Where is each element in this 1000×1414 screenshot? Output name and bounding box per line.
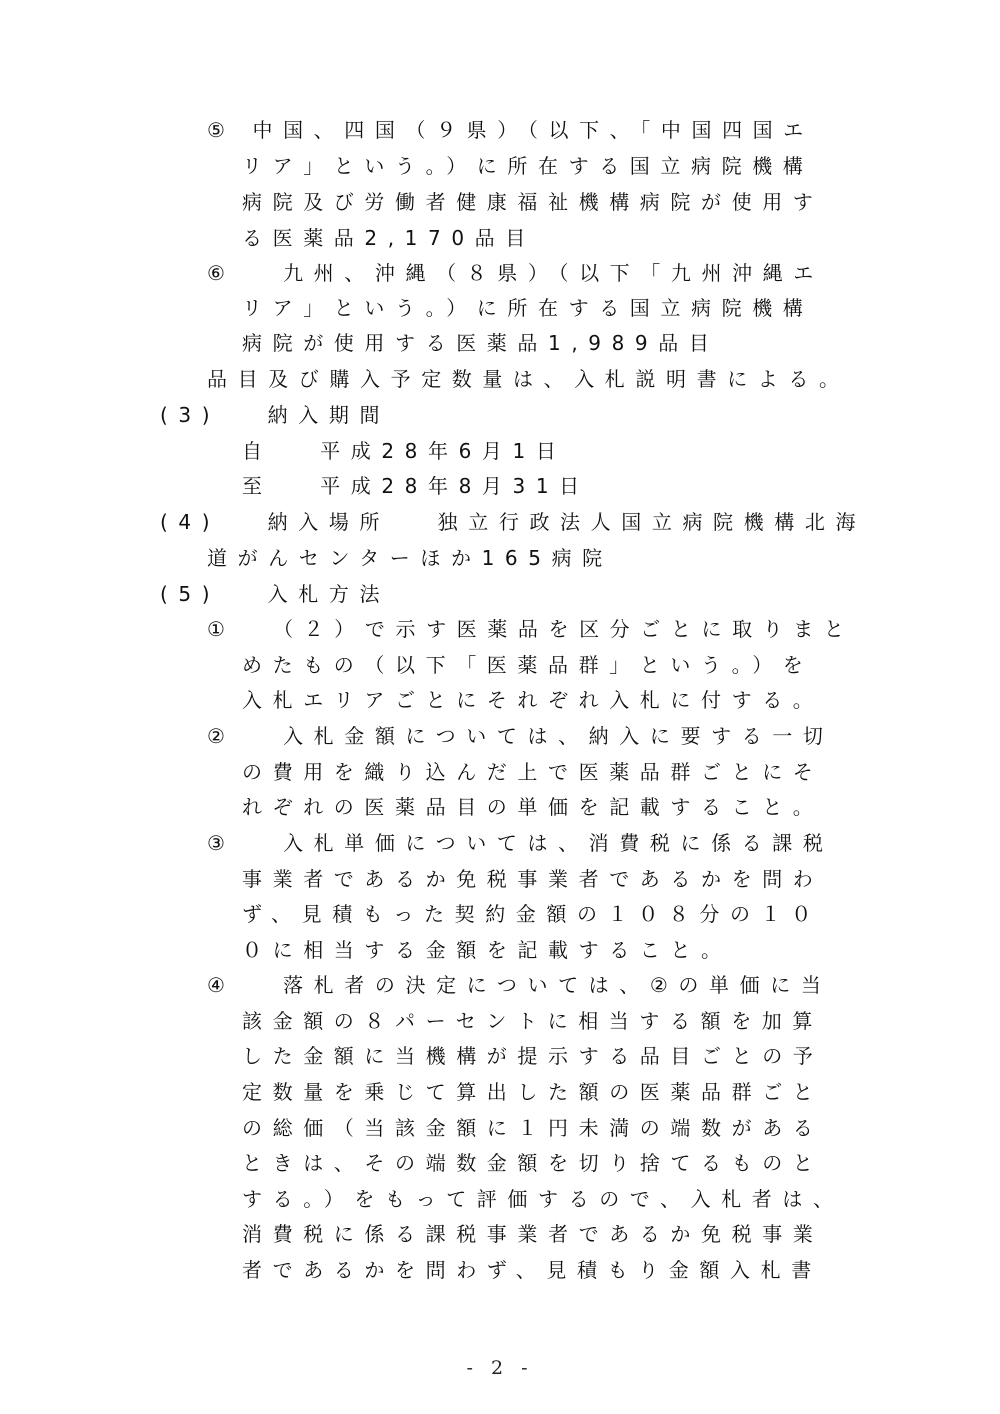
section-heading: (4) 納入場所 独立行政法人国立病院機構北海 xyxy=(160,510,867,534)
text-line: めたもの（以下「医薬品群」という。）を xyxy=(242,653,814,677)
text-line: ④ 落札者の決定については、②の単価に当 xyxy=(207,973,832,997)
text-line: 品目及び購入予定数量は、入札説明書による。 xyxy=(207,367,850,391)
text-line: 道がんセンターほか165病院 xyxy=(207,546,613,570)
text-line: 定数量を乗じて算出した額の医薬品群ごと xyxy=(242,1080,824,1104)
text-line: ⑥ 九州、沖縄（８県）（以下「九州沖縄エ xyxy=(207,261,824,285)
text-line: 病院が使用する医薬品1,989品目 xyxy=(242,331,720,355)
text-line: リア」という。）に所在する国立病院機構 xyxy=(242,296,814,320)
text-line: の総価（当該金額に１円未満の端数がある xyxy=(242,1116,824,1140)
text-line: ず、見積もった契約金額の１０８分の１０ xyxy=(242,902,822,926)
section-heading: (5) 入札方法 xyxy=(160,582,391,606)
section-heading: (3) 納入期間 xyxy=(160,403,391,427)
text-line: した金額に当機構が提示する品目ごとの予 xyxy=(242,1044,824,1068)
text-line: 入札エリアごとにそれぞれ入札に付する。 xyxy=(242,688,824,712)
text-line: 自 平成28年6月1日 xyxy=(242,439,567,463)
text-line: 者であるかを問わず、見積もり金額入札書 xyxy=(242,1258,822,1282)
text-line: れぞれの医薬品目の単価を記載すること。 xyxy=(242,795,824,819)
text-line: の費用を織り込んだ上で医薬品群ごとにそ xyxy=(242,760,824,784)
text-line: 病院及び労働者健康福祉機構病院が使用す xyxy=(242,190,824,214)
page-number: - 2 - xyxy=(466,1357,534,1379)
text-line: リア」という。）に所在する国立病院機構 xyxy=(242,154,814,178)
text-line: 至 平成28年8月31日 xyxy=(242,474,590,498)
text-line: ときは、その端数金額を切り捨てるものと xyxy=(242,1151,824,1175)
text-line: ０に相当する金額を記載すること。 xyxy=(242,938,732,962)
text-line: ⑤ 中国、四国（９県）（以下、「中国四国エ xyxy=(207,118,814,142)
text-line: ② 入札金額については、納入に要する一切 xyxy=(207,724,834,748)
text-line: 該金額の８パーセントに相当する額を加算 xyxy=(242,1009,823,1033)
text-line: 事業者であるか免税事業者であるかを問わ xyxy=(242,867,824,891)
text-line: 消費税に係る課税事業者であるか免税事業 xyxy=(242,1222,824,1246)
text-line: ① （２）で示す医薬品を区分ごとに取りまと xyxy=(207,617,855,641)
text-line: ③ 入札単価については、消費税に係る課税 xyxy=(207,831,834,855)
text-line: する。）をもって評価するので、入札者は、 xyxy=(242,1187,844,1211)
text-line: る医薬品2,170品目 xyxy=(242,226,536,250)
